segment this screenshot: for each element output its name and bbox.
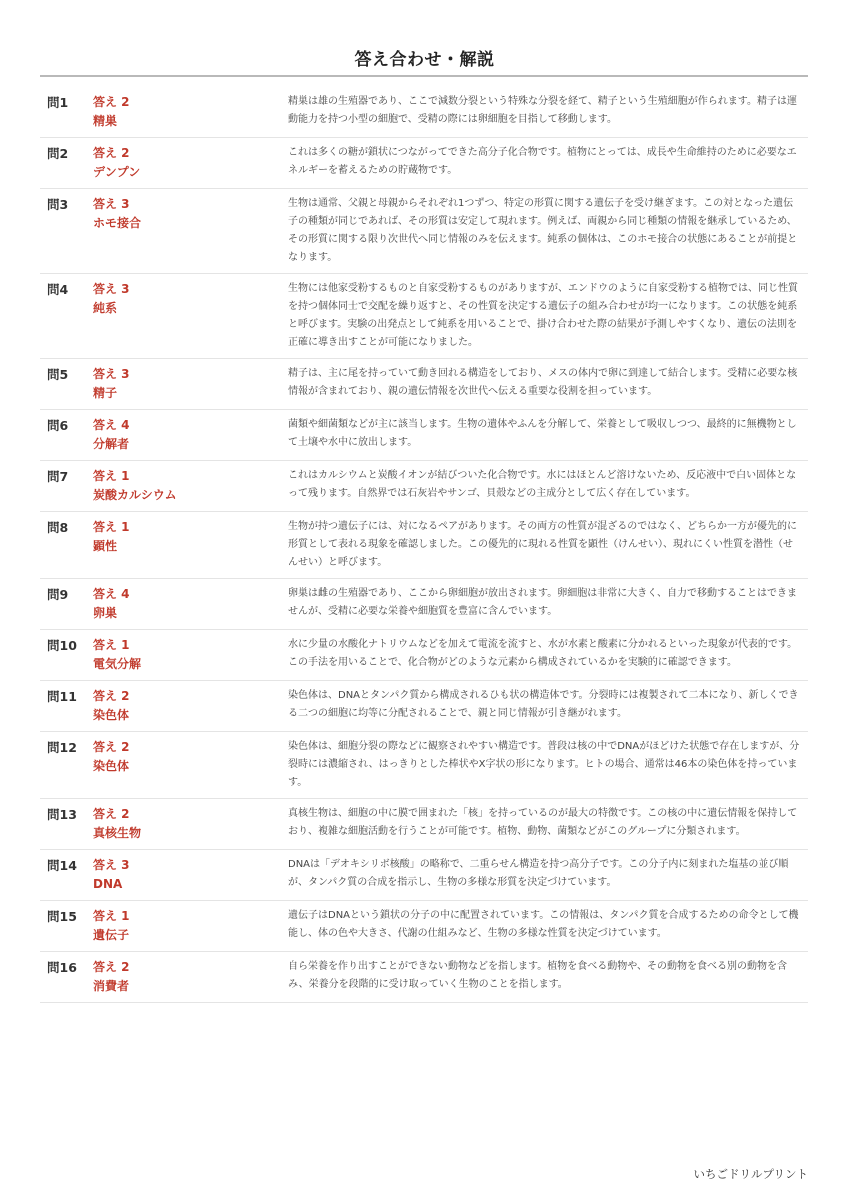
answer-term: 真核生物 bbox=[93, 826, 142, 840]
answer-row bbox=[40, 138, 808, 189]
answer-block bbox=[93, 585, 288, 623]
explanation-text: 染色体は、DNAとタンパク質から構成されるひも状の構造体です。分裂時には複製されて二本になり、新しくできる二つの細胞に均等に分配されることで、親と同じ情報が引き継がれます。 bbox=[288, 690, 799, 719]
question-number: 問11 bbox=[47, 689, 77, 704]
answer-term: 純系 bbox=[93, 301, 118, 315]
explanation-text: 自ら栄養を作り出すことができない動物などを指します。植物を食べる動物や、その動物を食べる別の動物を含み、栄養分を段階的に受け取っていく生物のことを指します。 bbox=[288, 961, 787, 990]
explanation-text: 真核生物は、細胞の中に膜で囲まれた「核」を持っているのが最大の特徴です。この核の中に遺伝情報を保持しており、複雑な細胞活動を行うことが可能です。植物、動物、菌類などがこのグループに分類されます。 bbox=[288, 808, 798, 837]
explanation-text: 染色体は、細胞分裂の際などに観察されやすい構造です。普段は核の中でDNAがほどけた状態で存在しますが、分裂時には濃縮され、はっきりとした棒状やX字状の形になります。ヒトの場合、通常は46本の染色体を持っています。 bbox=[288, 741, 800, 788]
question-number: 問16 bbox=[47, 960, 77, 975]
explanation-text: これはカルシウムと炭酸イオンが結びついた化合物です。水にはほとんど溶けないため、反応液中で白い固体となって残ります。自然界では石灰岩やサンゴ、貝殻などの主成分として広く存在しています。 bbox=[288, 470, 797, 499]
title-divider bbox=[40, 75, 808, 77]
answer-block bbox=[93, 738, 288, 792]
question-number: 問9 bbox=[47, 587, 69, 602]
answer-label: 答え 4 bbox=[93, 587, 130, 601]
answer-row bbox=[40, 461, 808, 512]
answer-label: 答え 1 bbox=[93, 909, 130, 923]
answer-block bbox=[93, 467, 288, 505]
answer-term: 消費者 bbox=[93, 979, 130, 993]
answer-term: 卵巣 bbox=[93, 606, 118, 620]
answer-term: デンプン bbox=[93, 165, 141, 179]
explanation-text: 精巣は雄の生殖器であり、ここで減数分裂という特殊な分裂を経て、精子という生殖細胞が作られます。精子は運動能力を持つ小型の細胞で、受精の際には卵細胞を目指して移動します。 bbox=[288, 96, 797, 125]
question-number: 問14 bbox=[47, 858, 77, 873]
explanation-text: 卵巣は雌の生殖器であり、ここから卵細胞が放出されます。卵細胞は非常に大きく、自力で移動することはできませんが、受精に必要な栄養や細胞質を豊富に含んでいます。 bbox=[288, 588, 797, 617]
answer-term: 染色体 bbox=[93, 759, 130, 773]
answer-block bbox=[93, 687, 288, 725]
question-number: 問6 bbox=[47, 418, 69, 433]
explanation-text: 生物には他家受粉するものと自家受粉するものがありますが、エンドウのように自家受粉する植物では、同じ性質を持つ個体同士で交配を繰り返すと、その性質を決定する遺伝子の組み合わせが均一になります。この状態を純系と呼びます。実験の出発点として純系を用いることで、掛け合わせた際の結果が予測しやすくなり、遺伝の法則を正確に導き出すことが可能になりました。 bbox=[288, 283, 798, 348]
answer-term: DNA bbox=[93, 877, 123, 891]
question-number: 問7 bbox=[47, 469, 69, 484]
answer-row bbox=[40, 87, 808, 138]
answer-term: 精巣 bbox=[93, 114, 118, 128]
answer-block bbox=[93, 195, 288, 267]
explanation-text: 生物は通常、父親と母親からそれぞれ1つずつ、特定の形質に関する遺伝子を受け継ぎます。この対となった遺伝子の種類が同じであれば、その形質は安定して現れます。例えば、両親から同じ種類の情報を継承しているため、その形質に関する限り次世代へ同じ情報のみを伝えます。純系の個体は、このホモ接合の状態にあることが前提となります。 bbox=[288, 198, 798, 263]
answer-row bbox=[40, 512, 808, 579]
answer-block bbox=[93, 416, 288, 454]
answer-term: 顕性 bbox=[93, 539, 118, 553]
explanation-text: 精子は、主に尾を持っていて動き回れる構造をしており、メスの体内で卵に到達して結合します。受精に必要な核情報が含まれており、親の遺伝情報を次世代へ伝える重要な役割を担っています。 bbox=[288, 368, 798, 397]
answer-term: 精子 bbox=[93, 386, 118, 400]
explanation-text: DNAは「デオキシリボ核酸」の略称で、二重らせん構造を持つ高分子です。この分子内に刻まれた塩基の並び順が、タンパク質の合成を指示し、生物の多様な形質を決定づけています。 bbox=[288, 859, 789, 888]
answer-row bbox=[40, 850, 808, 901]
question-number: 問15 bbox=[47, 909, 77, 924]
answer-row bbox=[40, 901, 808, 952]
question-number: 問13 bbox=[47, 807, 77, 822]
answer-label: 答え 3 bbox=[93, 858, 130, 872]
answer-block bbox=[93, 636, 288, 674]
answer-label: 答え 1 bbox=[93, 638, 130, 652]
question-number: 問5 bbox=[47, 367, 69, 382]
answer-block bbox=[93, 280, 288, 352]
answer-term: 染色体 bbox=[93, 708, 130, 722]
answer-term: ホモ接合 bbox=[93, 216, 142, 230]
answer-label: 答え 2 bbox=[93, 95, 130, 109]
page-title: 答え合わせ・解説 bbox=[354, 50, 495, 70]
question-number: 問8 bbox=[47, 520, 69, 535]
answer-label: 答え 1 bbox=[93, 469, 130, 483]
explanation-text: 遺伝子はDNAという鎖状の分子の中に配置されています。この情報は、タンパク質を合成するための命令として機能し、体の色や大きさ、代謝の仕組みなど、生物の多様な性質を決定づけています。 bbox=[288, 910, 799, 939]
answer-block bbox=[93, 805, 288, 843]
answer-label: 答え 2 bbox=[93, 689, 130, 703]
explanation-text: これは多くの糖が鎖状につながってできた高分子化合物です。植物にとっては、成長や生命維持のために必要なエネルギーを蓄えるための貯蔵物です。 bbox=[288, 147, 797, 176]
answer-label: 答え 3 bbox=[93, 197, 130, 211]
answer-block bbox=[93, 958, 288, 996]
question-number: 問12 bbox=[47, 740, 77, 755]
answer-block bbox=[93, 907, 288, 945]
answer-row bbox=[40, 630, 808, 681]
footer-brand: いちごドリルプリント bbox=[693, 1167, 808, 1181]
answer-block bbox=[93, 365, 288, 403]
answer-label: 答え 2 bbox=[93, 740, 130, 754]
question-number: 問3 bbox=[47, 197, 69, 212]
explanation-text: 水に少量の水酸化ナトリウムなどを加えて電流を流すと、水が水素と酸素に分かれるといった現象が代表的です。この手法を用いることで、化合物がどのような元素から構成されているかを実験的に確認できます。 bbox=[288, 639, 798, 668]
answer-block bbox=[93, 93, 288, 131]
explanation-text: 生物が持つ遺伝子には、対になるペアがあります。その両方の性質が混ざるのではなく、どちらか一方が優先的に形質として表れる現象を確認しました。この優先的に現れる性質を顕性（けんせい）、現れにくい性質を潜性（せんせい）と呼びます。 bbox=[288, 521, 797, 568]
answer-label: 答え 4 bbox=[93, 418, 130, 432]
answer-term: 遺伝子 bbox=[93, 928, 130, 942]
explanation-text: 菌類や細菌類などが主に該当します。生物の遺体やふんを分解して、栄養として吸収しつつ、最終的に無機物として土壌や水中に放出します。 bbox=[288, 419, 797, 448]
answer-row bbox=[40, 359, 808, 410]
answer-block bbox=[93, 856, 288, 894]
answer-label: 答え 3 bbox=[93, 282, 130, 296]
answer-row bbox=[40, 410, 808, 461]
answer-block bbox=[93, 518, 288, 572]
answer-label: 答え 3 bbox=[93, 367, 130, 381]
question-number: 問4 bbox=[47, 282, 69, 297]
question-number: 問2 bbox=[47, 146, 69, 161]
answer-list bbox=[40, 87, 808, 1003]
answer-row bbox=[40, 799, 808, 850]
answer-label: 答え 2 bbox=[93, 807, 130, 821]
answer-row bbox=[40, 952, 808, 1003]
question-number: 問10 bbox=[47, 638, 77, 653]
answer-term: 分解者 bbox=[93, 437, 130, 451]
answer-row bbox=[40, 274, 808, 359]
answer-term: 電気分解 bbox=[93, 657, 142, 671]
answer-row bbox=[40, 681, 808, 732]
question-number: 問1 bbox=[47, 95, 69, 110]
answer-row bbox=[40, 579, 808, 630]
answer-row bbox=[40, 732, 808, 799]
answer-block bbox=[93, 144, 288, 182]
answer-label: 答え 2 bbox=[93, 960, 130, 974]
answer-label: 答え 2 bbox=[93, 146, 130, 160]
answer-row bbox=[40, 189, 808, 274]
answer-term: 炭酸カルシウム bbox=[93, 488, 177, 502]
answer-label: 答え 1 bbox=[93, 520, 130, 534]
